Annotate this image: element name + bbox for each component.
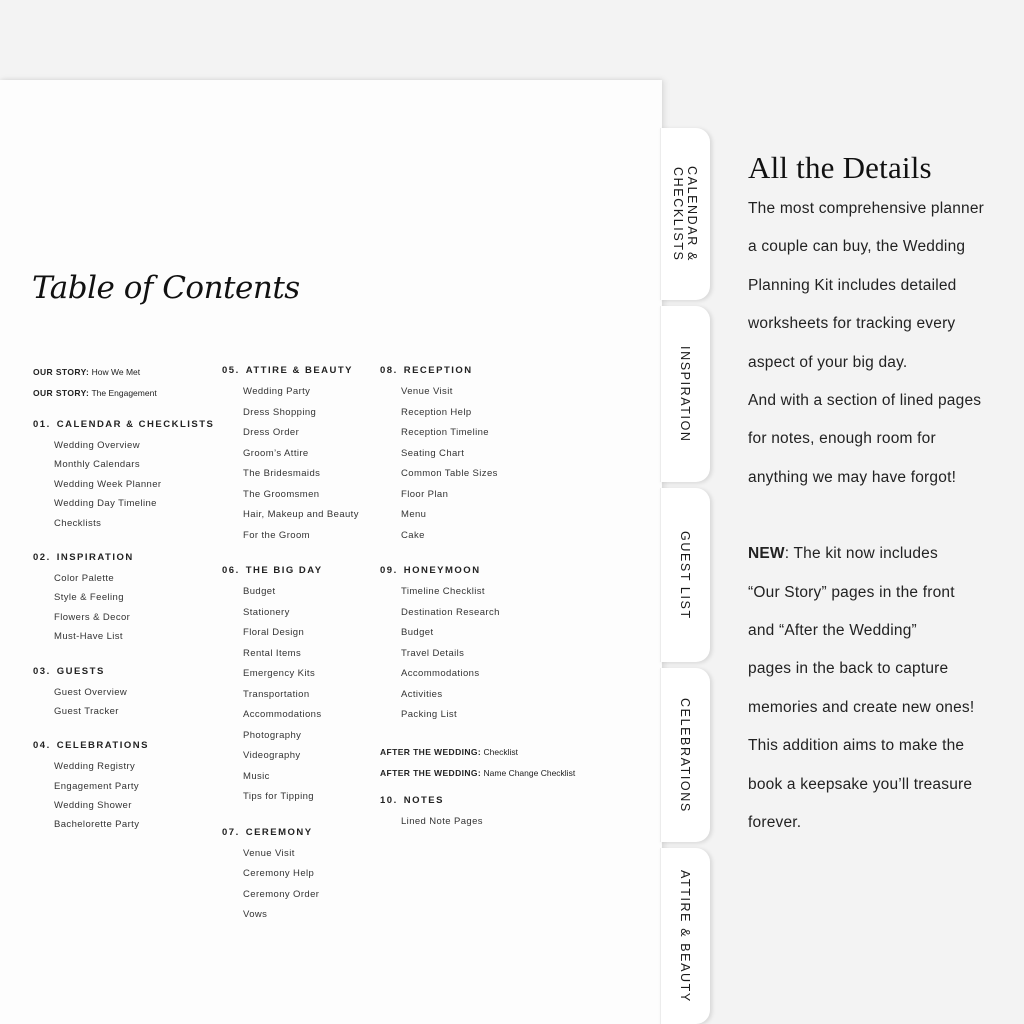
toc-column-2 — [222, 362, 359, 942]
toc-item: Videography — [243, 750, 301, 761]
toc-item: Destination Research — [401, 606, 500, 618]
details-panel — [748, 150, 1008, 843]
toc-section-heading: 10. NOTES — [380, 794, 444, 806]
toc-item: Lined Note Pages — [401, 815, 483, 827]
toc-item-list — [380, 812, 575, 833]
details-line: aspect of your big day. — [748, 353, 908, 371]
tab-guest-list[interactable]: GUEST LIST — [660, 488, 710, 662]
details-line: a couple can buy, the Wedding — [748, 238, 966, 256]
toc-item: Wedding Day Timeline — [54, 498, 157, 510]
details-line: and “After the Wedding” — [748, 622, 917, 640]
toc-item: Flowers & Decor — [54, 611, 131, 623]
details-line: NEW: The kit now includes — [748, 545, 938, 563]
toc-item: Cake — [401, 529, 425, 541]
toc-section — [33, 549, 214, 647]
toc-item: Vows — [243, 909, 268, 920]
toc-item: Common Table Sizes — [401, 468, 498, 479]
toc-item-list — [222, 844, 359, 926]
details-line: memories and create new ones! — [748, 698, 975, 716]
tab-inspiration[interactable]: INSPIRATION — [660, 306, 710, 482]
toc-item: Dress Order — [243, 427, 300, 438]
toc-section-heading: 08. RECEPTION — [380, 365, 473, 376]
toc-section-heading: 05. ATTIRE & BEAUTY — [222, 365, 354, 376]
toc-section-heading: 09. HONEYMOON — [380, 565, 481, 576]
details-new-section — [748, 535, 1008, 842]
toc-item: Bachelorette Party — [54, 819, 140, 831]
toc-item: Accommodations — [243, 709, 322, 720]
toc-item: Style & Feeling — [54, 592, 124, 604]
toc-after-line: AFTER THE WEDDING: Checklist — [380, 746, 519, 757]
toc-item: Budget — [243, 586, 276, 597]
toc-section — [222, 562, 359, 808]
toc-item: Checklists — [54, 517, 102, 529]
toc-item-list — [33, 569, 214, 647]
toc-section — [380, 562, 575, 726]
toc-item-list — [380, 382, 575, 546]
toc-item: Budget — [401, 627, 434, 638]
toc-item: Music — [243, 770, 270, 782]
toc-section-heading: 01. CALENDAR & CHECKLISTS — [33, 419, 215, 430]
new-label: NEW — [748, 545, 785, 563]
toc-item: Accommodations — [401, 668, 480, 679]
toc-item: Wedding Week Planner — [54, 478, 162, 490]
details-line: worksheets for tracking every — [748, 315, 956, 333]
toc-item: Wedding Registry — [54, 761, 136, 773]
toc-item: Ceremony Order — [243, 888, 320, 900]
tab-calendar-checklists[interactable]: CALENDAR & CHECKLISTS — [660, 128, 710, 300]
toc-section-heading: 07. CEREMONY — [222, 826, 313, 838]
details-line: And with a section of lined pages — [748, 392, 982, 410]
toc-story-line: OUR STORY: How We Met — [33, 367, 141, 377]
toc-item: Tips for Tipping — [243, 791, 314, 802]
details-line: anything we may have forgot! — [748, 468, 957, 486]
toc-item: Activities — [401, 688, 443, 700]
toc-item: Wedding Overview — [54, 440, 140, 451]
toc-column-3 — [380, 362, 575, 848]
toc-item: Emergency Kits — [243, 668, 316, 679]
details-body — [748, 190, 1008, 497]
toc-title: Table of Contents — [32, 270, 300, 306]
toc-item: Floor Plan — [401, 488, 449, 500]
toc-item-list — [380, 582, 575, 726]
toc-item-list — [222, 382, 359, 546]
toc-item: Wedding Party — [243, 386, 311, 397]
tab-celebrations[interactable]: CELEBRATIONS — [660, 668, 710, 842]
toc-item: Wedding Shower — [54, 800, 132, 812]
toc-item: Transportation — [243, 688, 310, 700]
toc-item: For the Groom — [243, 529, 310, 541]
tab-attire-beauty[interactable]: ATTIRE & BEAUTY — [660, 848, 710, 1024]
toc-item: Rental Items — [243, 647, 302, 659]
details-line: “Our Story” pages in the front — [748, 583, 955, 601]
toc-item: Color Palette — [54, 572, 115, 584]
toc-item: Guest Tracker — [54, 705, 119, 717]
toc-item: Venue Visit — [243, 847, 295, 859]
toc-section — [380, 362, 575, 546]
toc-item-list — [33, 757, 214, 835]
toc-column-1 — [33, 362, 214, 851]
toc-section — [222, 824, 359, 926]
toc-item: Ceremony Help — [243, 868, 315, 879]
toc-section-heading: 06. THE BIG DAY — [222, 565, 323, 576]
toc-item: Groom’s Attire — [243, 447, 309, 459]
toc-section-heading: 03. GUESTS — [33, 665, 105, 677]
toc-item: Photography — [243, 729, 302, 741]
toc-item: Reception Help — [401, 406, 472, 418]
toc-item: Hair, Makeup and Beauty — [243, 509, 359, 520]
toc-section — [33, 663, 214, 722]
toc-story-line: OUR STORY: The Engagement — [33, 388, 157, 398]
details-line: book a keepsake you’ll treasure — [748, 775, 973, 793]
toc-section — [33, 737, 214, 835]
toc-item: The Bridesmaids — [243, 468, 321, 479]
toc-item: Venue Visit — [401, 386, 453, 397]
toc-item: Dress Shopping — [243, 406, 317, 418]
toc-item: Floral Design — [243, 627, 305, 638]
toc-item: Stationery — [243, 606, 290, 618]
toc-item: Travel Details — [401, 647, 465, 659]
details-line: for notes, enough room for — [748, 430, 936, 448]
toc-after-line: AFTER THE WEDDING: Name Change Checklist — [380, 767, 576, 778]
toc-item: The Groomsmen — [243, 488, 320, 500]
toc-item: Must-Have List — [54, 631, 123, 643]
details-line: Planning Kit includes detailed — [748, 276, 957, 294]
toc-item: Timeline Checklist — [401, 586, 485, 597]
details-line: The most comprehensive planner — [748, 200, 985, 217]
toc-item-list — [33, 683, 214, 722]
toc-item-list — [222, 582, 359, 808]
details-line: forever. — [748, 814, 802, 832]
toc-item-list — [33, 436, 214, 533]
toc-item: Monthly Calendars — [54, 459, 141, 471]
toc-item: Reception Timeline — [401, 427, 489, 438]
details-line: This addition aims to make the — [748, 737, 965, 755]
toc-item: Seating Chart — [401, 447, 465, 459]
toc-section-heading: 02. INSPIRATION — [33, 551, 134, 563]
toc-section — [380, 792, 575, 833]
toc-section — [33, 416, 214, 533]
toc-section-heading: 04. CELEBRATIONS — [33, 740, 149, 752]
toc-item: Engagement Party — [54, 780, 140, 792]
toc-section — [222, 362, 359, 546]
toc-item: Menu — [401, 509, 427, 520]
toc-item: Packing List — [401, 709, 458, 720]
toc-item: Guest Overview — [54, 686, 128, 698]
details-title: All the Details — [748, 150, 932, 185]
details-line: pages in the back to capture — [748, 660, 949, 678]
